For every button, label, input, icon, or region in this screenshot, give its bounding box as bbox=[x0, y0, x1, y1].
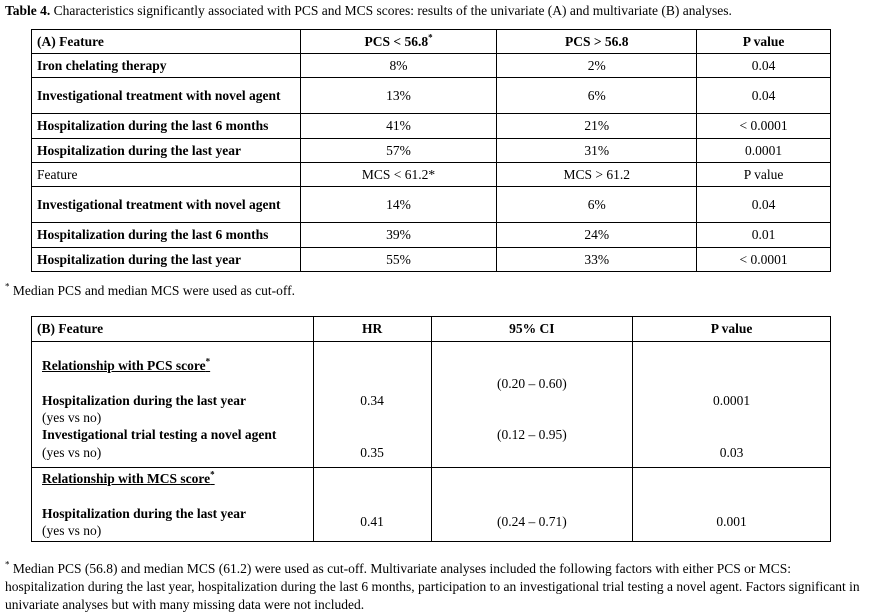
table-row bbox=[32, 54, 831, 78]
pcs-p-value: 0.0001 bbox=[713, 393, 751, 408]
header-feature: (A) Feature bbox=[32, 30, 301, 54]
table-b-footnote: * Median PCS (56.8) and median MCS (61.2) were used as cut-off. Multivariate analyses included the following factors with either PCS or MCS: hospitalization during the last year, hospitalization during the last 6 months, participation to an investigational trial testing a novel agent. Factors significant in univariate analyses but with many missing data were not included. bbox=[5, 559, 860, 612]
pcs-section bbox=[32, 342, 831, 468]
mcs-ci-cell bbox=[431, 468, 633, 542]
mcs-p-value: 0.001 bbox=[716, 514, 747, 529]
row-p-value: 0.04 bbox=[697, 54, 831, 78]
row-feature: Investigational treatment with novel agent bbox=[32, 187, 301, 223]
row-value: 24% bbox=[497, 223, 697, 248]
caption-label: Table 4. bbox=[5, 3, 51, 18]
row-value: 31% bbox=[497, 139, 697, 163]
row-p-value: 0.04 bbox=[697, 78, 831, 114]
row-feature: Hospitalization during the last 6 months bbox=[32, 223, 301, 248]
subheader-feature: Feature bbox=[32, 163, 301, 187]
row-value: 39% bbox=[300, 223, 497, 248]
row-value: 33% bbox=[497, 248, 697, 272]
table-row bbox=[32, 139, 831, 163]
row-value: 41% bbox=[300, 114, 497, 139]
table-row bbox=[32, 187, 831, 223]
pcs-section-title: Relationship with PCS score* bbox=[42, 356, 211, 373]
row-value: 8% bbox=[300, 54, 497, 78]
table-b-header bbox=[32, 317, 831, 342]
pcs-item-comparison: (yes vs no) bbox=[42, 410, 102, 425]
row-feature: Hospitalization during the last year bbox=[32, 139, 301, 163]
pcs-p-value: 0.03 bbox=[719, 445, 744, 460]
pcs-item-label: Investigational trial testing a novel agent bbox=[42, 427, 277, 442]
row-value: 21% bbox=[497, 114, 697, 139]
row-p-value: 0.04 bbox=[697, 187, 831, 223]
header-ci: 95% CI bbox=[431, 317, 633, 342]
header-p-value: P value bbox=[697, 30, 831, 54]
header-p-value: P value bbox=[633, 317, 831, 342]
row-value: 6% bbox=[497, 78, 697, 114]
table-a-subheader bbox=[32, 163, 831, 187]
row-value: 2% bbox=[497, 54, 697, 78]
row-value: 55% bbox=[300, 248, 497, 272]
row-value: 6% bbox=[497, 187, 697, 223]
header-hr: HR bbox=[313, 317, 431, 342]
mcs-section-title: Relationship with MCS score* bbox=[42, 469, 215, 486]
pcs-ci-value: (0.20 – 0.60) bbox=[496, 376, 567, 391]
row-feature: Hospitalization during the last year bbox=[32, 248, 301, 272]
pcs-item-comparison: (yes vs no) bbox=[42, 445, 102, 460]
row-p-value: < 0.0001 bbox=[697, 248, 831, 272]
mcs-feature-cell bbox=[32, 468, 314, 542]
header-pcs-high: PCS > 56.8 bbox=[497, 30, 697, 54]
pcs-hr-value: 0.34 bbox=[360, 393, 384, 408]
mcs-hr-value: 0.41 bbox=[360, 514, 384, 529]
row-feature: Hospitalization during the last 6 months bbox=[32, 114, 301, 139]
mcs-p-cell bbox=[633, 468, 831, 542]
row-p-value: 0.01 bbox=[697, 223, 831, 248]
header-feature: (B) Feature bbox=[32, 317, 314, 342]
table-row bbox=[32, 248, 831, 272]
row-value: 13% bbox=[300, 78, 497, 114]
table-row bbox=[32, 114, 831, 139]
subheader-p-value: P value bbox=[697, 163, 831, 187]
row-value: 14% bbox=[300, 187, 497, 223]
pcs-ci-value: (0.12 – 0.95) bbox=[496, 427, 567, 442]
row-p-value: < 0.0001 bbox=[697, 114, 831, 139]
multivariate-table bbox=[31, 316, 831, 542]
row-p-value: 0.0001 bbox=[697, 139, 831, 163]
univariate-table bbox=[31, 29, 831, 272]
mcs-hr-cell bbox=[313, 468, 431, 542]
subheader-mcs-high: MCS > 61.2 bbox=[497, 163, 697, 187]
table-a-header bbox=[32, 30, 831, 54]
table-row bbox=[32, 223, 831, 248]
pcs-hr-cell bbox=[313, 342, 431, 468]
pcs-hr-value: 0.35 bbox=[360, 445, 384, 460]
pcs-feature-cell bbox=[32, 342, 314, 468]
pcs-p-cell bbox=[633, 342, 831, 468]
mcs-section bbox=[32, 468, 831, 542]
row-feature: Iron chelating therapy bbox=[32, 54, 301, 78]
pcs-ci-cell bbox=[431, 342, 633, 468]
table-row bbox=[32, 78, 831, 114]
row-feature: Investigational treatment with novel agent bbox=[32, 78, 301, 114]
mcs-ci-value: (0.24 – 0.71) bbox=[496, 514, 567, 529]
pcs-item-label: Hospitalization during the last year bbox=[42, 393, 247, 408]
subheader-mcs-low: MCS < 61.2* bbox=[300, 163, 497, 187]
caption-text: Characteristics significantly associated with PCS and MCS scores: results of the univariate (A) and multivariate (B) analyses. bbox=[50, 3, 732, 18]
table-a-footnote: * Median PCS and median MCS were used as cut-off. bbox=[5, 281, 295, 298]
header-pcs-low: PCS < 56.8* bbox=[300, 30, 497, 54]
table-caption bbox=[5, 3, 732, 19]
mcs-item-comparison: (yes vs no) bbox=[42, 523, 102, 538]
mcs-item-label: Hospitalization during the last year bbox=[42, 506, 247, 521]
row-value: 57% bbox=[300, 139, 497, 163]
